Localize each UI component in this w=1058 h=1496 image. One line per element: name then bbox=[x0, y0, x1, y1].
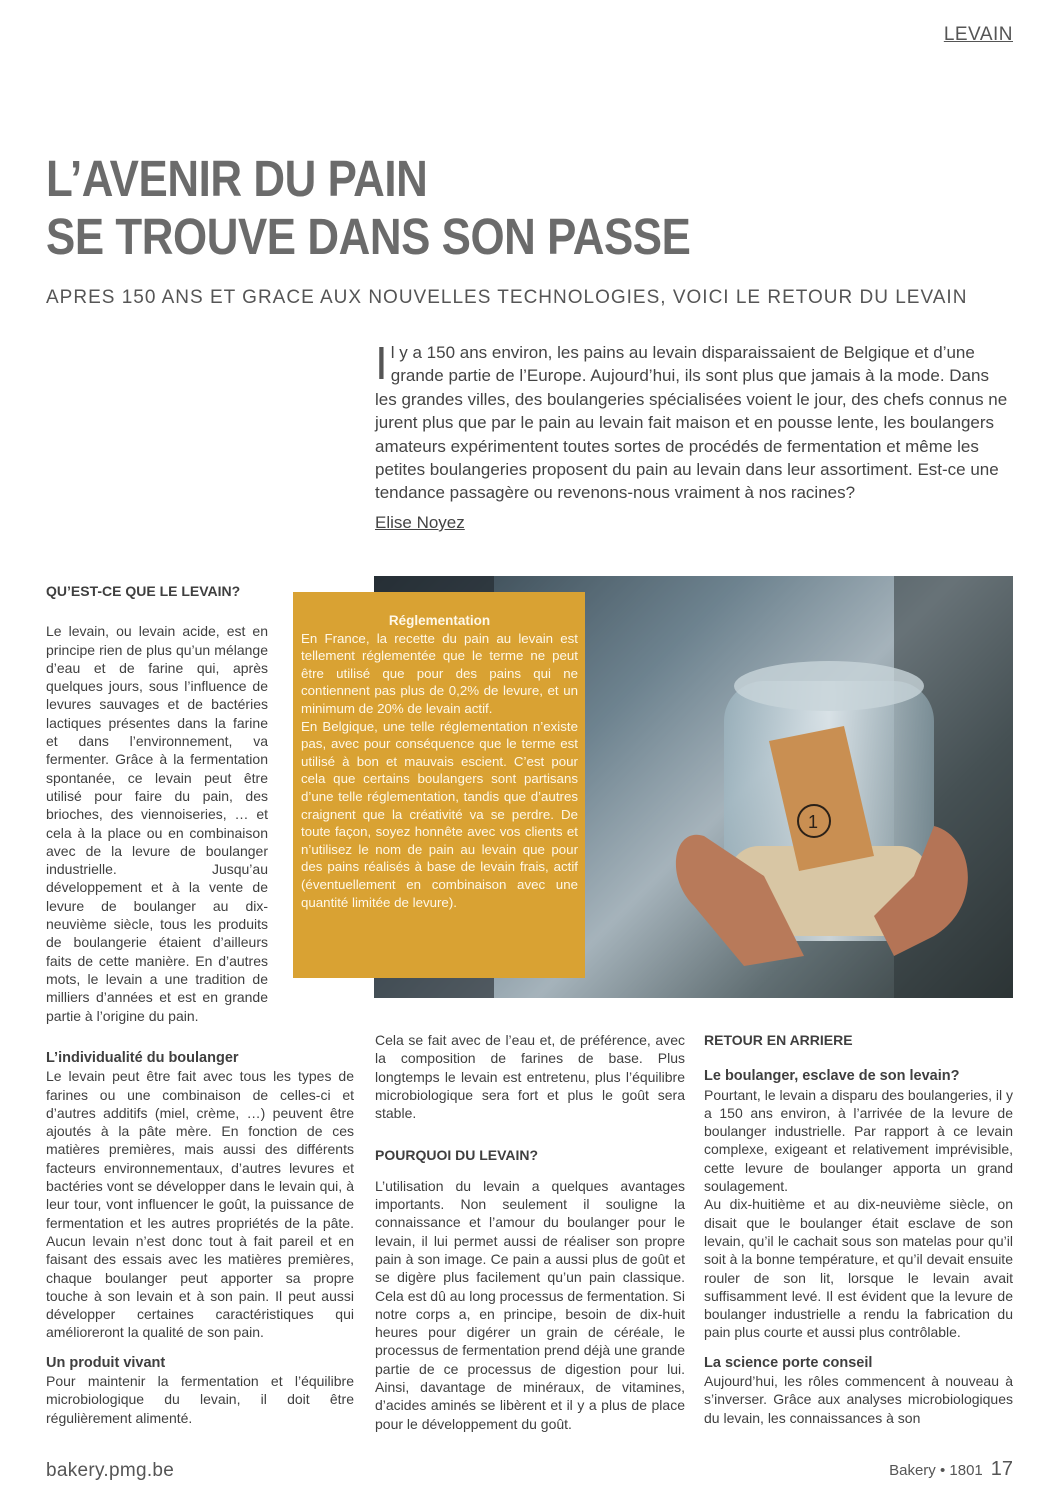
column-3 bbox=[704, 1031, 1013, 1427]
column-1-bottom bbox=[46, 1049, 354, 1427]
section-tag[interactable]: LEVAIN bbox=[943, 24, 1013, 45]
heading-individualite: L’individualité du boulanger bbox=[46, 1050, 239, 1066]
regulation-title: Réglementation bbox=[388, 613, 491, 628]
drop-cap: I bbox=[375, 337, 388, 389]
column-1-top bbox=[46, 582, 268, 1025]
col1-paragraph-2: Le levain peut être fait avec tous les types de farines ou une combinaison de celles-ci et d’autres additifs (miel, crème, …) peuvent être ajoutés à la pâte mère. En fonction de ces matières premières, mais aussi des différents facteurs environnementaux, d’autres levures et bactéries vont se développer dans le levain qui, à leur tour, vont influencer le goût, la puissance de fermentation et les autres propriétés de la pâte. Aucun levain n’est donc tout à fait pareil et en faisant des essais avec les matières premières, chaque boulanger peut apporter sa propre touche à son levain et à son pain. Il peut aussi développer certaines caractéristiques qui amélioreront la qualité de son pain. bbox=[46, 1068, 354, 1341]
col3-paragraph-3: Aujourd’hui, les rôles commencent à nouveau à s’inverser. Grâce aux analyses microbiologiques du levain, les connaissances à son bbox=[704, 1373, 1013, 1426]
title-line-2: SE TROUVE DANS SON PASSE bbox=[46, 208, 691, 265]
regulation-paragraph-1: En France, la recette du pain au levain est tellement réglementée que le terme ne peut être utilisé que pour des pains qui ne contiennent pas plus de 0,2% de levure, et un minimum de 20% de levain actif. bbox=[301, 630, 578, 716]
footer-issue bbox=[889, 1458, 1013, 1481]
author-link[interactable]: Elise Noyez bbox=[375, 513, 465, 532]
heading-science: La science porte conseil bbox=[704, 1354, 873, 1371]
tag-number: 1 bbox=[808, 812, 819, 832]
footer-site-link[interactable]: bakery.pmg.be bbox=[46, 1460, 175, 1481]
regulation-box bbox=[293, 592, 585, 978]
article-title bbox=[46, 150, 946, 266]
intro-paragraph bbox=[375, 337, 1015, 505]
col3-paragraph-2: Au dix-huitième et au dix-neuvième siècle, on disait que le boulanger était esclave de son levain, qu’il le cachait sous son matelas pour qu’il soit à la bonne température, et qu’il devait ensuite rouler de son lit, lorsque le levain avait suffisamment levé. Il est évident que la levure de boulanger industrielle a rendu la fabrication du pain plus courte et aussi plus contrôlable. bbox=[704, 1196, 1013, 1341]
regulation-paragraph-2: En Belgique, une telle réglementation n’existe pas, avec pour conséquence que le terme est utilisé à bon et mauvais escient. C’est pour cela que certains boulangers sont partisans d’une telle réglementation, tandis que d’autres craignent que la créativité va se perdre. De toute façon, soyez honnête avec vos clients et n’utilisez le nom de pain au levain que pour des pains réalisés à base de levain frais, actif (éventuellement en combinaison avec une quantité limitée de levure). bbox=[301, 718, 578, 910]
article-subtitle: APRES 150 ANS ET GRACE AUX NOUVELLES TECHNOLOGIES, VOICI LE RETOUR DU LEVAIN bbox=[46, 287, 968, 308]
heading-retour: RETOUR EN ARRIERE bbox=[704, 1032, 853, 1048]
page-number: 17 bbox=[990, 1458, 1013, 1480]
col3-paragraph-1: Pourtant, le levain a disparu des boulangeries, il y a 150 ans environ, à l’arrivée de la levure de boulanger industrielle. Par rapport à ce levain complexe, exigeant et relativement imprévisible, cette levure de boulanger apporta un grand soulagement. bbox=[704, 1086, 1013, 1195]
column-2 bbox=[375, 1031, 685, 1433]
col2-paragraph-2: L’utilisation du levain a quelques avantages importants. Non seulement il souligne la connaissance et l’amour du boulanger pour le levain, il lui permet aussi de réaliser son propre pain à son image. Ce pain a aussi plus de goût et se digère plus facilement qu’un pain classique. Cela est dû au long processus de fermentation. Si notre corps a, en principe, besoin de dix-huit heures pour digérer un grain de céréale, le processus de fermentation prend déjà une grande partie de ce processus de digestion pour lui. Ainsi, davantage de minéraux, de vitamines, d’acides aminés se libèrent et il y a plus de place pour le développement du goût. bbox=[375, 1177, 685, 1432]
col2-paragraph-1: Cela se fait avec de l’eau et, de préférence, avec la composition de farines de base. Plus longtemps le levain est entretenu, plus l’équilibre microbiologique sera fort et plus le goût sera stable. bbox=[375, 1032, 685, 1122]
heading-pourquoi: POURQUOI DU LEVAIN? bbox=[375, 1147, 539, 1164]
heading-what-is-levain: QU’EST-CE QUE LE LEVAIN? bbox=[46, 583, 241, 599]
heading-esclave: Le boulanger, esclave de son levain? bbox=[704, 1068, 960, 1085]
intro-text: l y a 150 ans environ, les pains au levain disparaissaient de Belgique et d’une grande partie de l’Europe. Aujourd’hui, ils sont plus que jamais à la mode. Dans les grandes villes, des boulangeries spécialisées voient le jour, des chefs connus ne jurent plus que par le pain au levain fait maison et en pousse lente, les boulangers amateurs expérimentent toutes sortes de procédés de fermentation et même les petites boulangeries proposent du pain au levain dans leur assortiment. Est-ce une tendance passagère ou revenons-nous vraiment à nos racines? bbox=[375, 343, 1008, 503]
col1-paragraph-3: Pour maintenir la fermentation et l’équilibre microbiologique du levain, il doit être régulièrement alimenté. bbox=[46, 1373, 354, 1426]
issue-label: Bakery • 1801 bbox=[889, 1462, 983, 1479]
heading-produit-vivant: Un produit vivant bbox=[46, 1354, 166, 1371]
title-line-1: L’AVENIR DU PAIN bbox=[46, 150, 428, 207]
col1-paragraph-1: Le levain, ou levain acide, est en principe rien de plus qu’un mélange d’eau et de farine qui, après quelques jours, sous l’influence de levures sauvages et de bactéries lactiques présentes dans la farine et dans l’environnement, va fermenter. Grâce à la fermentation spontanée, ce levain peut être utilisé pour faire du pain, des brioches, des viennoiseries, … et cela à la place ou en combinaison avec de la levure de boulanger industrielle. Jusqu’au développement et à la vente de levure de boulanger au dix-neuvième siècle, tous les produits de boulangerie étaient d’ailleurs faits de cette manière. En d’autres mots, le levain a une tradition de milliers d’années et est en grande partie à l’origine du pain. bbox=[46, 623, 268, 1024]
